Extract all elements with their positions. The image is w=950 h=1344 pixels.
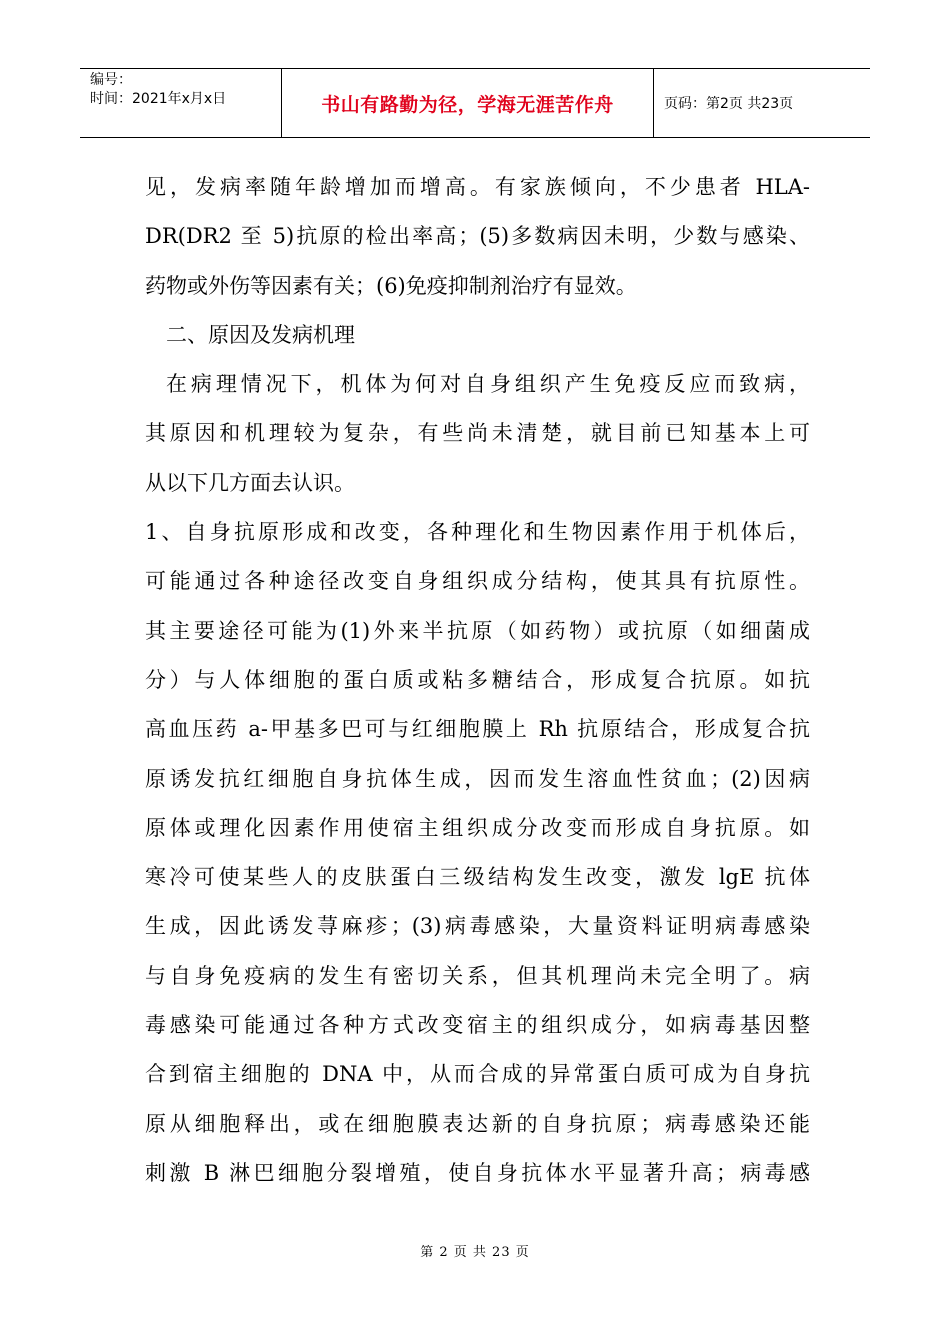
body-line: 寒冷可使某些人的皮肤蛋白三级结构发生改变，激发 lgE 抗体 (145, 865, 810, 890)
body-line: 原诱发抗红细胞自身抗体生成，因而发生溶血性贫血；(2)因病 (145, 766, 810, 791)
body-line: 1、自身抗原形成和改变，各种理化和生物因素作用于机体后， (145, 520, 810, 545)
body-line: 在病理情况下，机体为何对自身组织产生免疫反应而致病， (166, 372, 810, 397)
body-line: 其主要途径可能为(1)外来半抗原（如药物）或抗原（如细菌成 (145, 618, 810, 643)
body-line: 高血压药 a-甲基多巴可与红细胞膜上 Rh 抗原结合，形成复合抗 (145, 717, 810, 742)
body-line: 见，发病率随年龄增加而增高。有家族倾向，不少患者 HLA- (145, 175, 810, 199)
body-line: 原体或理化因素作用使宿主组织成分改变而形成自身抗原。如 (145, 815, 810, 840)
body-line: 可能通过各种途径改变自身组织成分结构，使其具有抗原性。 (145, 569, 810, 594)
body-line: 合到宿主细胞的 DNA 中，从而合成的异常蛋白质可成为自身抗 (145, 1062, 810, 1087)
body-line: 毒感染可能通过各种方式改变宿主的组织成分，如病毒基因整 (145, 1013, 810, 1038)
body-line: 其原因和机理较为复杂，有些尚未清楚，就目前已知基本上可 (145, 421, 810, 446)
header-page-info: 页码：第2页 共23页 (664, 96, 794, 112)
header-motto: 书山有路勤为径，学海无涯苦作舟 (282, 69, 654, 137)
body-line: 药物或外伤等因素有关；(6)免疫抑制剂治疗有显效。 (145, 273, 637, 298)
document-body (145, 163, 810, 1198)
number-label: 编号： (90, 72, 132, 88)
body-line: 与自身免疫病的发生有密切关系，但其机理尚未完全明了。病 (145, 963, 810, 988)
time-label: 时间：2021年x月x日 (90, 91, 227, 107)
section-heading: 二、原因及发病机理 (166, 322, 355, 347)
body-line: DR(DR2 至 5)抗原的检出率高；(5)多数病因未明，少数与感染、 (145, 224, 810, 249)
document-header (80, 68, 870, 138)
header-meta (80, 69, 282, 137)
body-line: 刺激 B 淋巴细胞分裂增殖，使自身抗体水平显著升高；病毒感 (145, 1160, 810, 1185)
body-line: 生成，因此诱发荨麻疹；(3)病毒感染，大量资料证明病毒感染 (145, 914, 810, 939)
body-line: 从以下几方面去认识。 (145, 470, 355, 495)
body-line: 原从细胞释出，或在细胞膜表达新的自身抗原；病毒感染还能 (145, 1111, 810, 1136)
page-footer: 第 2 页 共 23 页 (420, 1245, 530, 1260)
body-line: 分）与人体细胞的蛋白质或粘多糖结合，形成复合抗原。如抗 (145, 667, 810, 692)
